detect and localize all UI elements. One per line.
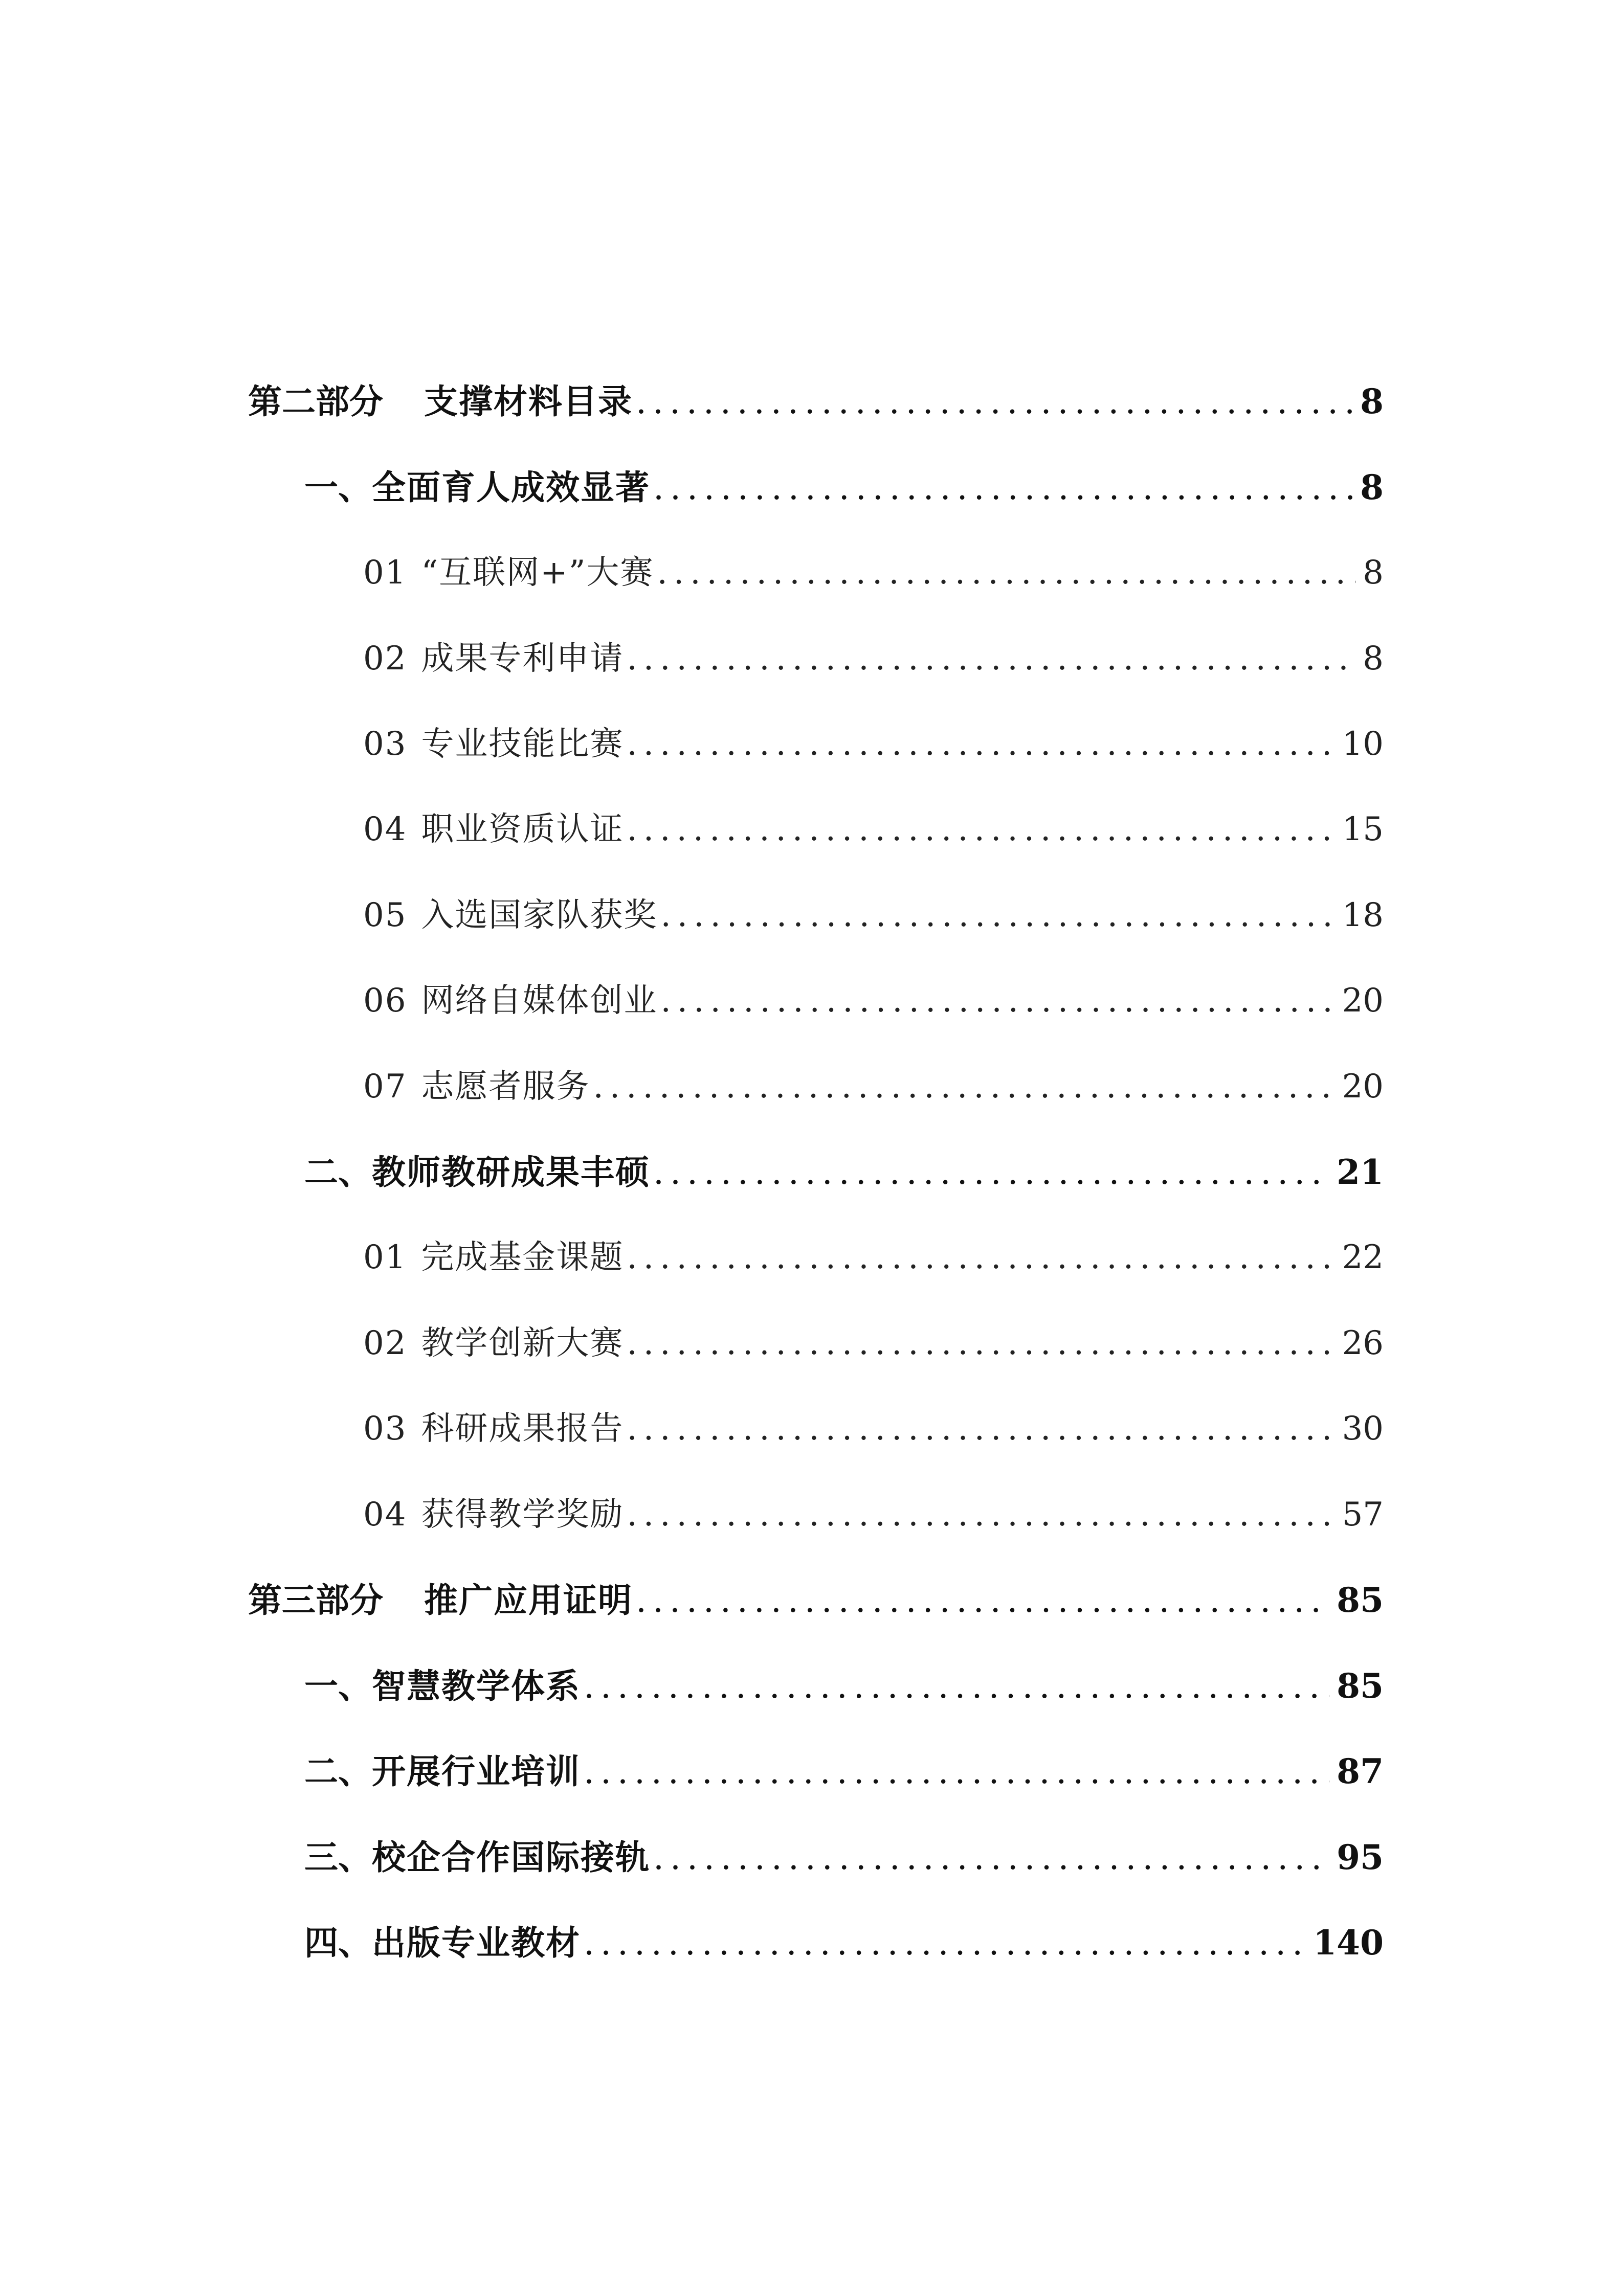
toc-entry-page: 8 bbox=[1360, 381, 1384, 421]
toc-entry-title: 科研成果报告 bbox=[421, 1410, 624, 1448]
toc-entry-number: 一、 bbox=[304, 467, 372, 507]
toc-entry-title: 教师教研成果丰硕 bbox=[372, 1152, 650, 1192]
toc-entry-number: 02 bbox=[363, 640, 407, 678]
toc-dot-leader bbox=[636, 1572, 1329, 1628]
toc-entry-number: 04 bbox=[363, 1496, 407, 1534]
toc-entry-page: 87 bbox=[1337, 1751, 1384, 1791]
toc-dot-leader bbox=[584, 1658, 1329, 1714]
toc-dot-leader bbox=[593, 1059, 1334, 1115]
toc-entry-section[interactable] bbox=[304, 1658, 1384, 1714]
toc-entry-part-3[interactable] bbox=[248, 1572, 1384, 1628]
toc-entry-item[interactable] bbox=[363, 631, 1384, 687]
toc-dot-leader bbox=[653, 1144, 1329, 1200]
toc-entry-number: 三、 bbox=[304, 1837, 372, 1877]
toc-entry-number: 03 bbox=[363, 1410, 407, 1448]
toc-entry-section[interactable] bbox=[304, 1743, 1384, 1799]
toc-entry-item[interactable] bbox=[363, 716, 1384, 772]
toc-entry-item[interactable] bbox=[363, 1059, 1384, 1115]
toc-entry-page: 20 bbox=[1342, 1068, 1384, 1106]
toc-entry-part-2[interactable] bbox=[248, 373, 1384, 430]
toc-entry-page: 8 bbox=[1360, 467, 1384, 507]
toc-entry-page: 15 bbox=[1342, 811, 1384, 848]
toc-dot-leader bbox=[584, 1744, 1329, 1799]
toc-entry-page: 22 bbox=[1342, 1239, 1384, 1276]
toc-dot-leader bbox=[653, 1830, 1329, 1885]
toc-entry-number: 四、 bbox=[304, 1923, 372, 1963]
toc-entry-section[interactable] bbox=[304, 459, 1384, 515]
toc-dot-leader bbox=[627, 716, 1334, 772]
toc-entry-section[interactable] bbox=[304, 1829, 1384, 1885]
toc-entry-page: 10 bbox=[1342, 725, 1384, 763]
toc-entry-number: 01 bbox=[363, 554, 407, 592]
toc-entry-page: 20 bbox=[1342, 982, 1384, 1020]
toc-entry-title: 职业资质认证 bbox=[421, 811, 624, 848]
toc-entry-number: 第三部分 bbox=[248, 1580, 383, 1620]
toc-entry-title: 支撑材料目录 bbox=[424, 381, 633, 421]
toc-entry-page: 26 bbox=[1342, 1324, 1384, 1362]
toc-entry-title: 教学创新大赛 bbox=[421, 1324, 624, 1362]
toc-entry-item[interactable] bbox=[363, 973, 1384, 1029]
toc-entry-title: 智慧教学体系 bbox=[372, 1666, 581, 1706]
toc-entry-number: 二、 bbox=[304, 1152, 372, 1192]
toc-entry-page: 57 bbox=[1342, 1496, 1384, 1534]
toc-entry-number: 04 bbox=[363, 811, 407, 848]
toc-dot-leader bbox=[627, 631, 1355, 687]
toc-entry-item[interactable] bbox=[363, 1315, 1384, 1371]
toc-entry-page: 140 bbox=[1313, 1923, 1384, 1963]
toc-dot-leader bbox=[660, 887, 1334, 943]
toc-entry-page: 8 bbox=[1363, 640, 1384, 678]
toc-entry-title: 开展行业培训 bbox=[372, 1751, 581, 1791]
toc-entry-number: 03 bbox=[363, 725, 407, 763]
toc-entry-item[interactable] bbox=[363, 1487, 1384, 1543]
toc-entry-title: 专业技能比赛 bbox=[421, 725, 624, 763]
toc-entry-title: “互联网+”大赛 bbox=[421, 554, 654, 592]
toc-entry-item[interactable] bbox=[363, 887, 1384, 943]
toc-entry-number: 06 bbox=[363, 982, 407, 1020]
toc-dot-leader bbox=[627, 1315, 1334, 1371]
toc-entry-number: 05 bbox=[363, 896, 407, 934]
toc-entry-page: 85 bbox=[1337, 1666, 1384, 1706]
toc-entry-title: 推广应用证明 bbox=[424, 1580, 633, 1620]
toc-entry-item[interactable] bbox=[363, 1401, 1384, 1457]
toc-dot-leader bbox=[657, 545, 1356, 601]
toc-entry-page: 18 bbox=[1342, 896, 1384, 934]
toc-entry-title: 完成基金课题 bbox=[421, 1239, 624, 1276]
toc-entry-title: 网络自媒体创业 bbox=[421, 982, 658, 1020]
toc-dot-leader bbox=[627, 801, 1334, 858]
toc-dot-leader bbox=[627, 1487, 1334, 1543]
toc-entry-item[interactable] bbox=[363, 1229, 1384, 1286]
toc-entry-number: 二、 bbox=[304, 1751, 372, 1791]
toc-dot-leader bbox=[584, 1915, 1306, 1971]
toc-entry-title: 志愿者服务 bbox=[421, 1068, 590, 1106]
toc-entry-section[interactable] bbox=[304, 1144, 1384, 1200]
toc-entry-title: 获得教学奖励 bbox=[421, 1496, 624, 1534]
toc-entry-title: 全面育人成效显著 bbox=[372, 467, 650, 507]
toc-dot-leader bbox=[627, 1229, 1334, 1286]
toc-entry-page: 21 bbox=[1337, 1152, 1384, 1192]
toc-entry-item[interactable] bbox=[363, 545, 1384, 601]
toc-entry-title: 校企合作国际接轨 bbox=[372, 1837, 650, 1877]
toc-dot-leader bbox=[653, 460, 1353, 515]
toc-entry-number: 一、 bbox=[304, 1666, 372, 1706]
toc-entry-page: 30 bbox=[1342, 1410, 1384, 1448]
toc-entry-page: 85 bbox=[1337, 1580, 1384, 1620]
toc-entry-title: 入选国家队获奖 bbox=[421, 896, 658, 934]
toc-entry-section[interactable] bbox=[304, 1915, 1384, 1971]
toc-dot-leader bbox=[627, 1401, 1334, 1457]
toc-entry-number: 02 bbox=[363, 1324, 407, 1362]
toc-entry-title: 出版专业教材 bbox=[372, 1923, 581, 1963]
toc-entry-number: 01 bbox=[363, 1239, 407, 1276]
toc-dot-leader bbox=[636, 374, 1353, 430]
toc-entry-number: 07 bbox=[363, 1068, 407, 1106]
toc-entry-title: 成果专利申请 bbox=[421, 640, 624, 678]
toc-entry-number: 第二部分 bbox=[248, 381, 383, 421]
toc-entry-item[interactable] bbox=[363, 801, 1384, 858]
toc-entry-page: 95 bbox=[1337, 1837, 1384, 1877]
toc-entry-page: 8 bbox=[1363, 554, 1384, 592]
toc-dot-leader bbox=[660, 973, 1334, 1029]
